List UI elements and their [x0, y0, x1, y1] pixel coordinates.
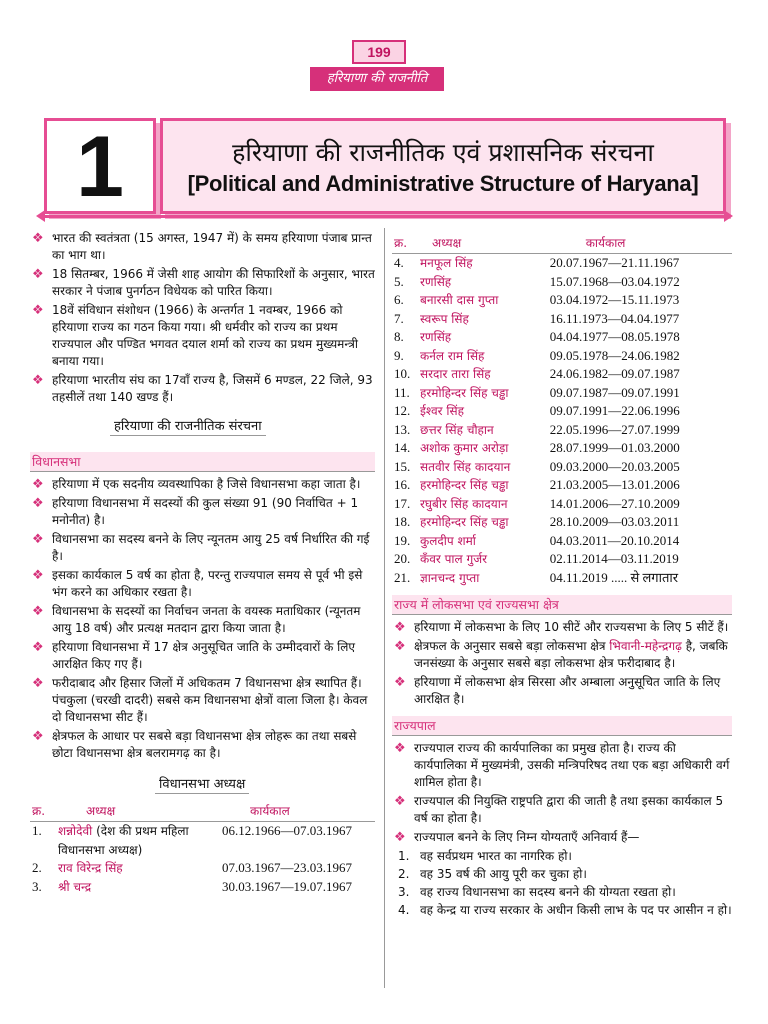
- speaker-term: 24.06.1982—09.07.1987: [549, 366, 680, 381]
- table-row: [30, 878, 375, 897]
- loksabha-item: [392, 638, 732, 672]
- loksabha-item: [392, 674, 732, 708]
- speaker-name: शन्नोदेवी: [58, 824, 93, 838]
- chapter-title-box: [160, 118, 726, 214]
- bullet-text: है, जबकि जनसंख्या के अनुसार सबसे बड़ा लोकसभा क्षेत्र फरीदाबाद है।: [414, 639, 728, 670]
- speaker-name: छत्तर सिंह चौहान: [420, 422, 494, 437]
- item-text: वह 35 वर्ष की आयु पूरी कर चुका हो।: [420, 867, 587, 881]
- speaker-term: 02.11.2014—03.11.2019: [549, 551, 679, 566]
- speaker-name: स्वरूप सिंह: [420, 311, 469, 326]
- bullet-icon: ❖: [394, 830, 406, 845]
- chapter-number-box: [44, 118, 156, 214]
- item-text: वह केन्द्र या राज्य सरकार के अधीन किसी लाभ के पद पर आसीन न हो।: [420, 903, 732, 917]
- bullet-icon: ❖: [32, 532, 44, 547]
- table-row: [392, 495, 732, 514]
- speaker-heading: विधानसभा अध्यक्ष: [155, 776, 249, 794]
- table-row: [392, 569, 732, 588]
- speaker-name-cell: [418, 328, 548, 347]
- item-number: 1.: [398, 849, 410, 863]
- speaker-name: कुलदीप शर्मा: [420, 533, 476, 548]
- table-row: [392, 291, 732, 310]
- speaker-name-cell: [418, 439, 548, 458]
- speaker-name-cell: [56, 822, 220, 860]
- page-number: 199: [352, 40, 406, 64]
- row-number: 17.: [394, 495, 411, 511]
- row-number: 9.: [394, 347, 404, 363]
- speaker-name-cell: [418, 365, 548, 384]
- col-header-number: क्र.: [392, 234, 418, 254]
- bullet-text: 18 सितम्बर, 1966 में जेसी शाह आयोग की सिफारिशों के अनुसार, भारत सरकार ने पंजाब पुनर्गठन विधेयक को पारित किया।: [52, 267, 375, 298]
- vidhansabha-item: [30, 603, 375, 637]
- speaker-name-cell: [418, 476, 548, 495]
- row-number: 18.: [394, 514, 411, 529]
- speaker-name-cell: [418, 291, 548, 310]
- speaker-name: हरमोहिन्दर सिंह चड्ढा: [420, 385, 509, 400]
- speaker-term: 21.03.2005—13.01.2006: [549, 477, 680, 492]
- speaker-term: 15.07.1968—03.04.1972: [549, 273, 680, 289]
- speaker-name-cell: [418, 273, 548, 292]
- row-number: 4.: [394, 255, 404, 270]
- speaker-name-cell: [56, 859, 220, 878]
- col-header-term: कार्यकाल: [220, 802, 375, 822]
- speaker-name-cell: [418, 495, 548, 514]
- item-number: 4.: [398, 903, 410, 917]
- row-number: 11.: [394, 384, 410, 400]
- table-row: [392, 421, 732, 440]
- table-row: [30, 859, 375, 878]
- chapter-title-hindi: हरियाणा की राजनीतिक एवं प्रशासनिक संरचना: [232, 138, 654, 167]
- row-number: 13.: [394, 421, 411, 437]
- speaker-name-cell: [418, 458, 548, 477]
- row-number: 10.: [394, 366, 411, 381]
- speaker-name: रघुबीर सिंह कादयान: [420, 496, 508, 511]
- speaker-name: ईश्वर सिंह: [420, 404, 464, 418]
- bullet-text: फरीदाबाद और हिसार जिलों में अधिकतम 7 विधानसभा क्षेत्र स्थापित हैं। पंचकुला (चरखी दादरी) सबसे कम विधानसभा क्षेत्रों वाला जिला है। केवल दो विधानसभा सीट हैं।: [52, 676, 368, 724]
- row-number: 15.: [394, 458, 411, 474]
- row-number: 21.: [394, 569, 411, 585]
- vidhansabha-item: [30, 639, 375, 673]
- table-row: [392, 254, 732, 273]
- loksabha-list: [392, 619, 732, 708]
- speaker-name: हरमोहिन्दर सिंह चड्ढा: [420, 478, 509, 492]
- table-row: [392, 476, 732, 495]
- vidhansabha-heading: विधानसभा: [30, 452, 375, 472]
- speaker-term: 09.05.1978—24.06.1982: [549, 347, 680, 363]
- bullet-icon: ❖: [32, 568, 44, 583]
- qualification-item: [392, 866, 732, 883]
- row-number: 7.: [394, 310, 404, 326]
- bullet-icon: ❖: [32, 267, 44, 282]
- table-row: [392, 458, 732, 477]
- left-column: [30, 230, 375, 896]
- bullet-text: 18वें संविधान संशोधन (1966) के अन्तर्गत 1 नवम्बर, 1966 को हरियाणा राज्य का गठन किया गया। श्री धर्मवीर को राज्य का प्रथम राज्यपाल और पण्डित भगवत दयाल शर्मा को राज्य का प्रथम मुख्यमन्त्री बनाया गया।: [52, 303, 358, 368]
- speaker-term: 16.11.1973—04.04.1977: [549, 310, 680, 326]
- bullet-icon: ❖: [394, 741, 406, 756]
- vidhansabha-item: [30, 675, 375, 726]
- speaker-term: 04.04.1977—08.05.1978: [549, 329, 680, 344]
- col-header-speaker: अध्यक्ष: [56, 802, 220, 822]
- bullet-text: विधानसभा के सदस्यों का निर्वाचन जनता के वयस्क मताधिकार (न्यूनतम आयु 18 वर्ष) और प्रत्यक्ष मतदान द्वारा किया जाता है।: [52, 604, 361, 635]
- speaker-name: कँवर पाल गुर्जर: [420, 552, 488, 566]
- intro-item: [30, 266, 375, 300]
- speaker-term: 20.07.1967—21.11.1967: [549, 255, 680, 270]
- bullet-text: क्षेत्रफल के अनुसार सबसे बड़ा लोकसभा क्षेत्र: [414, 639, 610, 653]
- table-row: [392, 439, 732, 458]
- table-row: [392, 550, 732, 569]
- speaker-name-cell: [56, 878, 220, 897]
- speaker-term: 06.12.1966—07.03.1967: [222, 823, 352, 838]
- speaker-name-cell: [418, 550, 548, 569]
- item-text: वह सर्वप्रथम भारत का नागरिक हो।: [420, 849, 572, 863]
- table-row: [392, 310, 732, 329]
- bullet-icon: ❖: [32, 604, 44, 619]
- speaker-note: (देश की प्रथम महिला विधानसभा अध्यक्ष): [58, 824, 189, 857]
- row-number: 2.: [32, 860, 42, 875]
- speaker-name-cell: [418, 569, 548, 588]
- bullet-text: हरियाणा में एक सदनीय व्यवस्थापिका है जिसे विधानसभा कहा जाता है।: [52, 477, 361, 491]
- bullet-icon: ❖: [32, 496, 44, 511]
- highlight-text: भिवानी-महेन्द्रगढ़: [609, 639, 682, 653]
- row-number: 12.: [394, 403, 411, 418]
- row-number: 8.: [394, 329, 404, 344]
- bullet-icon: ❖: [32, 231, 44, 246]
- table-row: [392, 347, 732, 366]
- bullet-icon: ❖: [32, 303, 44, 318]
- col-header-speaker: अध्यक्ष: [418, 234, 548, 254]
- speaker-term: 07.03.1967—23.03.1967: [222, 860, 352, 875]
- table-row: [392, 365, 732, 384]
- speaker-term: 09.07.1987—09.07.1991: [549, 384, 680, 400]
- bullet-icon: ❖: [32, 477, 44, 492]
- speaker-term: 28.07.1999—01.03.2000: [549, 440, 680, 455]
- speaker-name-cell: [418, 402, 548, 421]
- speaker-term: 30.03.1967—19.07.1967: [222, 878, 352, 894]
- bullet-icon: ❖: [394, 639, 406, 654]
- bullet-text: राज्यपाल बनने के लिए निम्न योग्यताएँ अनिवार्य हैं—: [414, 830, 640, 844]
- speaker-table-right: [392, 234, 732, 587]
- row-number: 5.: [394, 273, 404, 289]
- speaker-name: सरदार तारा सिंह: [420, 367, 491, 381]
- intro-item: [30, 302, 375, 370]
- row-number: 19.: [394, 532, 411, 548]
- table-row: [392, 532, 732, 551]
- row-number: 3.: [32, 878, 42, 894]
- speaker-name: रणसिंह: [420, 274, 452, 289]
- table-row: [30, 822, 375, 860]
- intro-list: [30, 230, 375, 406]
- row-number: 16.: [394, 477, 411, 492]
- speaker-name: रणसिंह: [420, 330, 452, 344]
- bullet-text: विधानसभा का सदस्य बनने के लिए न्यूनतम आयु 25 वर्ष निर्धारित की गई है।: [52, 532, 370, 563]
- speaker-name: श्री चन्द्र: [58, 879, 92, 894]
- qualification-list: [392, 848, 732, 919]
- governor-item: [392, 829, 732, 846]
- speaker-name-cell: [418, 254, 548, 273]
- governor-item: [392, 793, 732, 827]
- vidhansabha-item: [30, 531, 375, 565]
- row-number: 1.: [32, 823, 42, 838]
- section-banner: हरियाणा की राजनीति: [310, 67, 444, 91]
- table-row: [392, 273, 732, 292]
- speaker-name: अशोक कुमार अरोड़ा: [420, 441, 509, 455]
- title-divider: [44, 215, 725, 218]
- bullet-text: इसका कार्यकाल 5 वर्ष का होता है, परन्तु राज्यपाल समय से पूर्व भी इसे भंग करने का अधिकार रखता है।: [52, 568, 363, 599]
- vidhansabha-item: [30, 476, 375, 493]
- vidhansabha-list: [30, 476, 375, 762]
- qualification-item: [392, 848, 732, 865]
- speaker-term: 09.03.2000—20.03.2005: [549, 458, 680, 474]
- intro-item: [30, 230, 375, 264]
- speaker-name-cell: [418, 310, 548, 329]
- speaker-name-cell: [418, 421, 548, 440]
- bullet-text: हरियाणा विधानसभा में सदस्यों की कुल संख्या 91 (90 निर्वाचित + 1 मनोनीत) है।: [52, 496, 359, 527]
- qualification-item: [392, 902, 732, 919]
- column-divider: [384, 228, 385, 988]
- table-row: [392, 328, 732, 347]
- governor-heading: राज्यपाल: [392, 716, 732, 736]
- speaker-name: हरमोहिन्दर सिंह चड्ढा: [420, 515, 509, 529]
- table-row: [392, 384, 732, 403]
- speaker-term: 04.11.2019 ..... से लगातार: [549, 569, 679, 585]
- qualification-item: [392, 884, 732, 901]
- chapter-title-english: [Political and Administrative Structure of Haryana]: [187, 171, 699, 196]
- speaker-name-cell: [418, 347, 548, 366]
- speaker-term: 14.01.2006—27.10.2009: [549, 495, 680, 511]
- speaker-term: 03.04.1972—15.11.1973: [549, 292, 680, 307]
- intro-item: [30, 372, 375, 406]
- bullet-icon: ❖: [394, 675, 406, 690]
- row-number: 14.: [394, 440, 411, 455]
- bullet-icon: ❖: [394, 794, 406, 809]
- speaker-name: बनारसी दास गुप्ता: [420, 293, 499, 307]
- speaker-name-cell: [418, 513, 548, 532]
- col-header-term: कार्यकाल: [548, 234, 732, 254]
- row-number: 20.: [394, 551, 411, 566]
- bullet-text: हरियाणा भारतीय संघ का 17वाँ राज्य है, जिसमें 6 मण्डल, 22 जिले, 93 तहसीलें तथा 140 खण्ड हैं।: [52, 373, 373, 404]
- speaker-term: 28.10.2009—03.03.2011: [549, 514, 680, 529]
- vidhansabha-item: [30, 495, 375, 529]
- governor-item: [392, 740, 732, 791]
- table-row: [392, 513, 732, 532]
- loksabha-heading: राज्य में लोकसभा एवं राज्यसभा क्षेत्र: [392, 595, 732, 615]
- bullet-text: हरियाणा में लोकसभा के लिए 10 सीटें और राज्यसभा के लिए 5 सीटें हैं।: [414, 620, 729, 634]
- speaker-name: ज्ञानचन्द गुप्ता: [420, 570, 480, 585]
- speaker-name-cell: [418, 384, 548, 403]
- loksabha-item: [392, 619, 732, 636]
- bullet-icon: ❖: [32, 373, 44, 388]
- speaker-term: 09.07.1991—22.06.1996: [549, 403, 680, 418]
- speaker-table-left: [30, 802, 375, 896]
- bullet-icon: ❖: [394, 620, 406, 635]
- speaker-name: मनफूल सिंह: [420, 256, 473, 270]
- bullet-text: हरियाणा विधानसभा में 17 क्षेत्र अनुसूचित जाति के उम्मीदवारों के लिए आरक्षित किए गए हैं।: [52, 640, 356, 671]
- bullet-text: हरियाणा में लोकसभा क्षेत्र सिरसा और अम्बाला अनुसूचित जाति के लिए आरक्षित है।: [414, 675, 721, 706]
- speaker-name: कर्नल राम सिंह: [420, 348, 485, 363]
- bullet-text: भारत की स्वतंत्रता (15 अगस्त, 1947 में) के समय हरियाणा पंजाब प्रान्त का भाग था।: [52, 231, 372, 262]
- item-number: 2.: [398, 867, 410, 881]
- speaker-term: 04.03.2011—20.10.2014: [549, 532, 680, 548]
- item-number: 3.: [398, 885, 410, 899]
- speaker-name: राव विरेन्द्र सिंह: [58, 861, 123, 875]
- chapter-number: 1: [76, 119, 124, 215]
- bullet-text: राज्यपाल की नियुक्ति राष्ट्रपति द्वारा की जाती है तथा इसका कार्यकाल 5 वर्ष का होता है।: [414, 794, 724, 825]
- table-row: [392, 402, 732, 421]
- vidhansabha-item: [30, 728, 375, 762]
- governor-list: [392, 740, 732, 846]
- bullet-icon: ❖: [32, 729, 44, 744]
- right-column: [392, 234, 732, 920]
- col-header-number: क्र.: [30, 802, 56, 822]
- bullet-icon: ❖: [32, 640, 44, 655]
- speaker-name-cell: [418, 532, 548, 551]
- bullet-icon: ❖: [32, 676, 44, 691]
- row-number: 6.: [394, 292, 404, 307]
- item-text: वह राज्य विधानसभा का सदस्य बनने की योग्यता रखता हो।: [420, 885, 676, 899]
- political-structure-heading: हरियाणा की राजनीतिक संरचना: [110, 418, 266, 436]
- bullet-text: राज्यपाल राज्य की कार्यपालिका का प्रमुख होता है। राज्य की कार्यपालिका में मुख्यमंत्री, उसकी मन्त्रिपरिषद तथा एक बड़ा अधिकारी वर्ग शामिल होता है।: [414, 741, 730, 789]
- speaker-term: 22.05.1996—27.07.1999: [549, 421, 680, 437]
- vidhansabha-item: [30, 567, 375, 601]
- speaker-name: सतवीर सिंह कादयान: [420, 459, 511, 474]
- bullet-text: क्षेत्रफल के आधार पर सबसे बड़ा विधानसभा क्षेत्र लोहरू का तथा सबसे छोटा विधानसभा क्षेत्र बलरामगढ़ का है।: [52, 729, 357, 760]
